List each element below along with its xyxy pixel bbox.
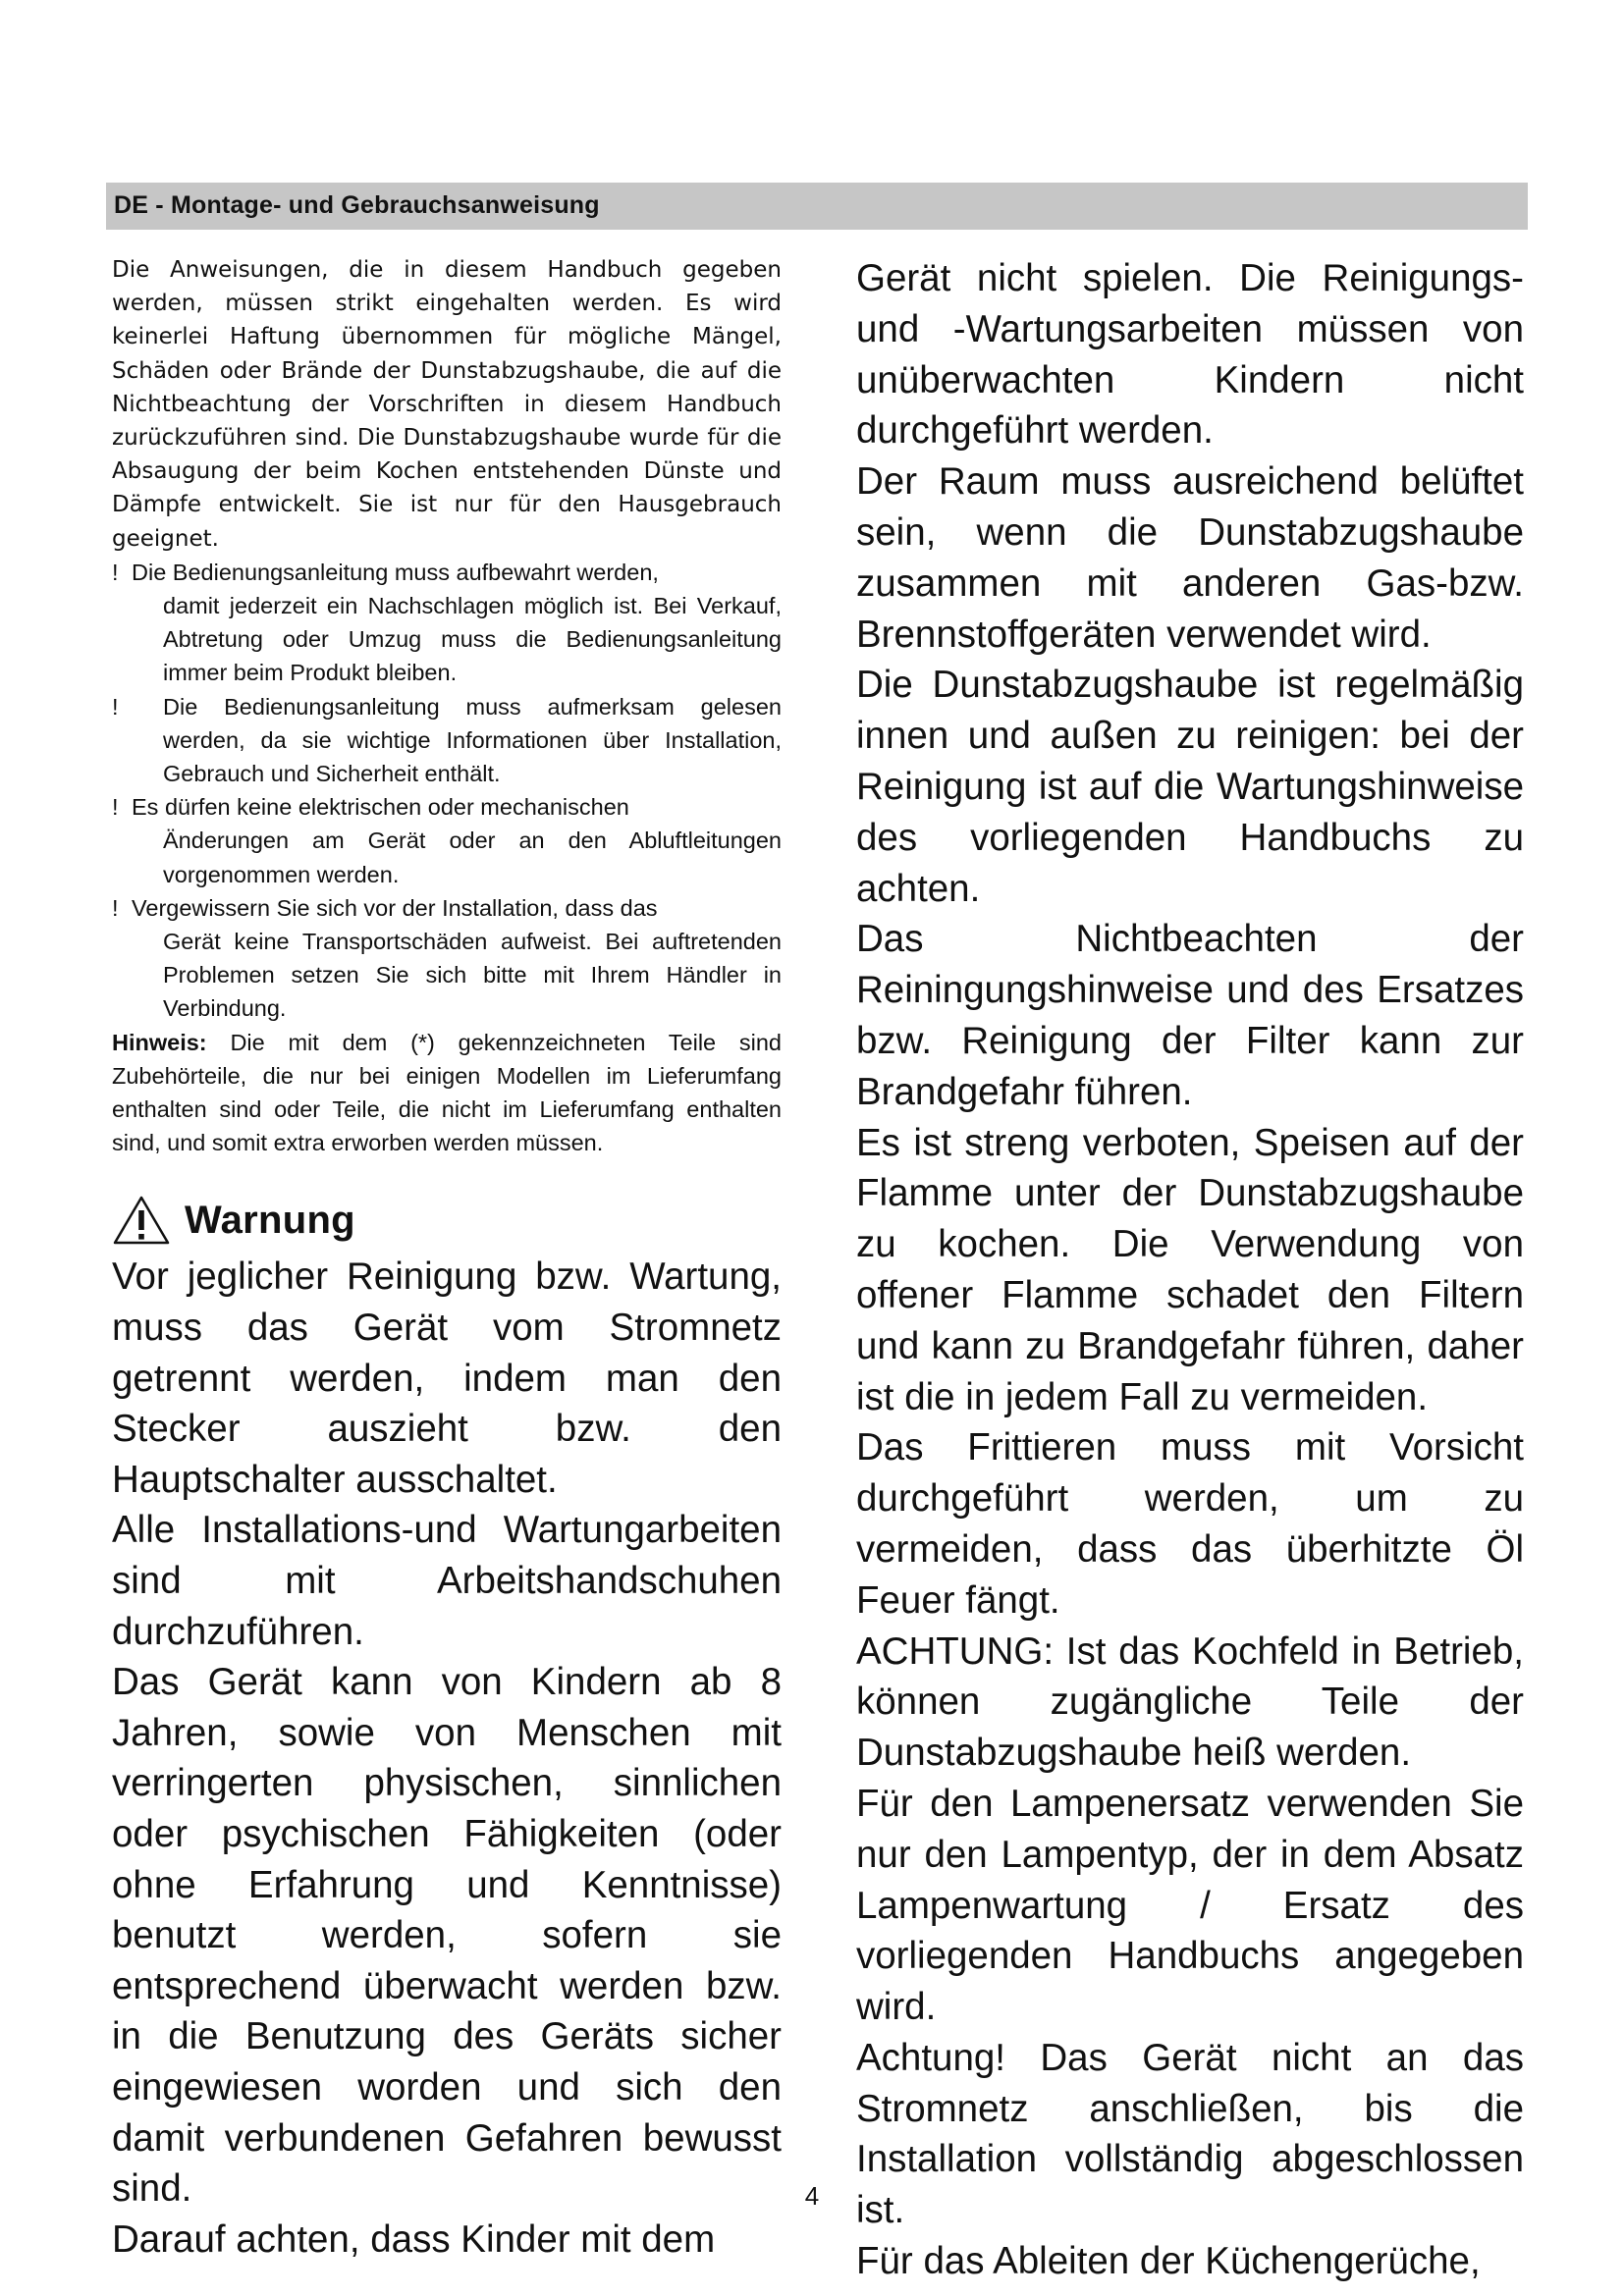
right-paragraph: Die Dunstabzugshaube ist regelmäßig innen und außen zu reinigen: bei der Reinigung ist auf die Wartungshinweise des vorliegenden Handbuchs zu achten.	[856, 664, 1524, 910]
right-paragraph: Das Nichtbeachten der Reiningungshinweise und des Ersatzes bzw. Reinigung der Filter kann zur Brandgefahr führen.	[856, 918, 1524, 1113]
notice-continuation: Änderungen am Gerät oder an den Abluftleitungen vorgenommen werden.	[163, 828, 782, 887]
warning-paragraph: Darauf achten, dass Kinder mit dem	[112, 2217, 716, 2261]
notice-continuation: damit jederzeit ein Nachschlagen möglich ist. Bei Verkauf, Abtretung oder Umzug muss die Bedienungsanleitung immer beim Produkt bleiben.	[163, 593, 782, 686]
notice-mark: !	[112, 894, 119, 921]
hinweis-text: Die mit dem (*) gekennzeichneten Teile sind Zubehörteile, die nur bei einigen Modellen im Lieferumfang enthalten sind oder Teile, die nicht im Lieferumfang enthalten sind, und somit extra erworben werden müssen.	[112, 1029, 783, 1156]
left-column	[112, 253, 782, 2265]
right-paragraph: Für das Ableiten der Küchengerüche,	[856, 2240, 1481, 2283]
right-paragraph: Gerät nicht spielen. Die Reinigungs- und -Wartungsarbeiten müssen von unüberwachten Kindern nicht durchgeführt werden.	[856, 257, 1524, 453]
section-title: DE - Montage- und Gebrauchsanweisung	[114, 191, 600, 219]
notice-item	[112, 690, 782, 791]
right-paragraph: Der Raum muss ausreichend belüftet sein, wenn die Dunstabzugshaube zusammen mit anderen Gas-bzw. Brennstoffgeräten verwendet wird.	[856, 460, 1524, 656]
warning-paragraph: Das Gerät kann von Kindern ab 8 Jahren, sowie von Menschen mit verringerten physischen, sinnlichen oder psychischen Fähigkeiten (oder ohne Erfahrung und Kenntnisse) benutzt werden, sofern sie entsprechend überwacht werden bzw. in die Benutzung des Geräts sicher eingewiesen worden und sich den damit verbundenen Gefahren bewusst sind.	[112, 1661, 782, 2211]
notice-first-line: Die Bedienungsanleitung muss aufmerksam gelesen werden, da sie wichtige Informationen über Installation, Gebrauch und Sicherheit enthält.	[163, 693, 782, 787]
notice-list	[112, 556, 782, 1026]
hinweis-paragraph	[112, 1026, 782, 1160]
right-paragraph: ACHTUNG: Ist das Kochfeld in Betrieb, können zugängliche Teile der Dunstabzugshaube heiß werden.	[856, 1629, 1524, 1775]
warning-title: Warnung	[185, 1198, 355, 1242]
notice-first-line: Die Bedienungsanleitung muss aufbewahrt werden,	[132, 559, 659, 585]
notice-item	[112, 556, 782, 690]
hinweis-label: Hinweis:	[112, 1029, 207, 1055]
notice-mark: !	[112, 559, 119, 585]
intro-paragraph: Die Anweisungen, die in diesem Handbuch gegeben werden, müssen strikt eingehalten werden. Es wird keinerlei Haftung übernommen für mögliche Mängel, Schäden oder Brände der Dunstabzugshaube, die auf die Nichtbeachtung der Vorschriften in diesem Handbuch zurückzuführen sind. Die Dunstabzugshaube wurde für die Absaugung der beim Kochen entstehenden Dünste und Dämpfe entwickelt. Sie ist nur für den Hausgebrauch geeignet.	[112, 257, 782, 552]
notice-mark: !	[112, 693, 119, 720]
notice-item	[112, 891, 782, 1026]
notice-first-line: Es dürfen keine elektrischen oder mechanischen	[132, 794, 629, 821]
page-number: 4	[804, 2181, 820, 2211]
warning-triangle-icon	[112, 1195, 171, 1246]
right-paragraph: Es ist streng verboten, Speisen auf der Flamme unter der Dunstabzugshaube zu kochen. Die Verwendung von offener Flamme schadet den Filtern und kann zu Brandgefahr führen, daher ist die in jedem Fall zu vermeiden.	[856, 1121, 1524, 1418]
notice-mark: !	[112, 794, 119, 821]
warning-paragraph: Alle Installations-und Wartungarbeiten sind mit Arbeitshandschuhen durchzuführen.	[112, 1509, 782, 1653]
notice-continuation: Gerät keine Transportschäden aufweist. Bei auftretenden Problemen setzen Sie sich bitte mit Ihrem Händler in Verbindung.	[163, 929, 782, 1022]
right-column	[856, 253, 1524, 2287]
right-paragraph: Das Frittieren muss mit Vorsicht durchgeführt werden, um zu vermeiden, dass das überhitzte Öl Feuer fängt.	[856, 1426, 1524, 1622]
warning-heading	[112, 1195, 782, 1246]
notice-item	[112, 790, 782, 891]
right-paragraph: Für den Lampenersatz verwenden Sie nur den Lampentyp, der in dem Absatz Lampenwartung / Ersatz des vorliegenden Handbuchs angegeben wird.	[856, 1782, 1524, 2029]
warning-paragraph: Vor jeglicher Reinigung bzw. Wartung, muss das Gerät vom Stromnetz getrennt werden, indem man den Stecker auszieht bzw. den Hauptschalter ausschaltet.	[112, 1255, 782, 1501]
right-paragraph: Achtung! Das Gerät nicht an das Stromnetz anschließen, bis die Installation vollständig abgeschlossen ist.	[856, 2036, 1524, 2232]
notice-first-line: Vergewissern Sie sich vor der Installation, dass das	[132, 894, 658, 921]
section-header-bar	[106, 183, 1528, 230]
